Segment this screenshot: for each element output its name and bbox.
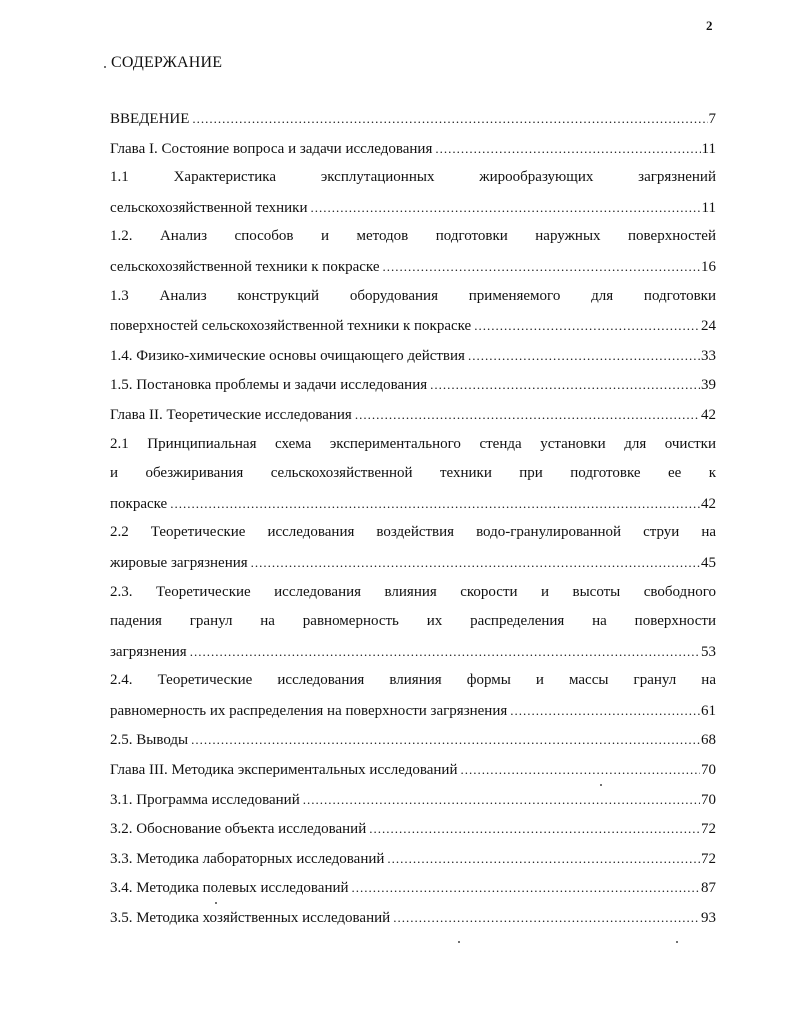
toc-entry-title: 1.5. Постановка проблемы и задачи исследования — [110, 377, 428, 394]
toc-entry-title: 3.4. Методика полевых исследований — [110, 880, 349, 897]
dot-leader — [468, 341, 700, 371]
toc-entry-page-number: 24 — [701, 318, 716, 335]
toc-entry-title-line: 1.2. Анализ способов и методов подготовки наружных поверхностей — [110, 228, 716, 245]
toc-entry-title: жировые загрязнения — [110, 554, 248, 571]
toc-entry-title-line: и обезжиривания сельскохозяйственной техники при подготовке ее к — [110, 465, 716, 482]
toc-entry-page-number: 72 — [701, 850, 716, 867]
toc-entry-last-line — [110, 873, 716, 903]
scan-speck — [104, 66, 106, 68]
scan-speck — [215, 902, 217, 904]
toc-entry-last-line — [110, 193, 716, 223]
toc-entry-page-number: 42 — [701, 406, 716, 423]
toc-entry — [110, 400, 716, 430]
toc-entry-title: 3.3. Методика лабораторных исследований — [110, 850, 385, 867]
scan-speck — [458, 941, 460, 943]
toc-entry-last-line — [110, 844, 716, 874]
toc-entry — [110, 134, 716, 164]
toc-entry-title: 3.2. Обоснование объекта исследований — [110, 821, 367, 838]
toc-entry-page-number: 72 — [701, 821, 716, 838]
toc-entry-last-line — [110, 725, 716, 755]
toc-entry-title: равномерность их распределения на поверхности загрязнения — [110, 702, 508, 719]
toc-entry — [110, 785, 716, 815]
toc-entry — [110, 903, 716, 933]
toc-entry-last-line — [110, 134, 716, 164]
toc-entry-title: 2.5. Выводы — [110, 732, 189, 749]
toc-entry — [110, 163, 716, 222]
toc-entry-title-line: падения гранул на равномерность их распределения на поверхности — [110, 613, 716, 630]
toc-entry-last-line — [110, 370, 716, 400]
dot-leader — [251, 548, 700, 578]
dot-leader — [192, 104, 707, 134]
toc-entry — [110, 725, 716, 755]
toc-entry-title-line: 1.3 Анализ конструкций оборудования применяемого для подготовки — [110, 287, 716, 304]
toc-entry-last-line — [110, 755, 716, 785]
toc-entry-title-line: 2.4. Теоретические исследования влияния формы и массы гранул на — [110, 672, 716, 689]
toc-entry-title: ВВЕДЕНИЕ — [110, 111, 190, 127]
dot-leader — [191, 725, 700, 755]
toc-entry-last-line — [110, 104, 716, 134]
toc-entry-title-line: 2.3. Теоретические исследования влияния скорости и высоты свободного — [110, 583, 716, 600]
toc-entry-last-line — [110, 785, 716, 815]
toc-entry — [110, 578, 716, 667]
scan-speck — [676, 941, 678, 943]
toc-entry — [110, 666, 716, 725]
dot-leader — [474, 311, 700, 341]
toc-entry-title: сельскохозяйственной техники — [110, 199, 308, 216]
toc-entry-page-number: 70 — [701, 762, 716, 779]
toc-entry-last-line — [110, 400, 716, 430]
toc-entry-title: Глава III. Методика экспериментальных исследований — [110, 762, 458, 779]
toc-entry-page-number: 45 — [701, 554, 716, 571]
toc-entry — [110, 222, 716, 281]
toc-entry-page-number: 39 — [701, 377, 716, 394]
toc-entry-title: Глава II. Теоретические исследования — [110, 406, 352, 423]
dot-leader — [190, 637, 700, 667]
toc-entry-last-line — [110, 548, 716, 578]
toc-entry-page-number: 11 — [701, 140, 716, 157]
page-number: 2 — [706, 18, 713, 33]
toc-entry — [110, 844, 716, 874]
toc-entry-title: покраске — [110, 495, 168, 512]
dot-leader — [387, 844, 700, 874]
dot-leader — [393, 903, 700, 933]
toc-entry-last-line — [110, 252, 716, 282]
dot-leader — [430, 370, 700, 400]
dot-leader — [303, 785, 700, 815]
toc-entry-title: 1.4. Физико-химические основы очищающего действия — [110, 347, 465, 364]
toc-entry-page-number: 87 — [701, 880, 716, 897]
toc-entry-page-number: 93 — [701, 910, 716, 927]
toc-entry-last-line — [110, 637, 716, 667]
toc-entry — [110, 518, 716, 577]
toc-entry-last-line — [110, 311, 716, 341]
toc-entry — [110, 104, 716, 134]
toc-entry-page-number: 7 — [708, 111, 716, 127]
toc-entry — [110, 341, 716, 371]
toc-entry-page-number: 68 — [701, 732, 716, 749]
dot-leader — [460, 755, 700, 785]
toc-entry-page-number: 33 — [701, 347, 716, 364]
toc-entry-title: 3.1. Программа исследований — [110, 791, 300, 808]
dot-leader — [355, 400, 700, 430]
dot-leader — [383, 252, 701, 282]
toc-entry-last-line — [110, 696, 716, 726]
dot-leader — [435, 134, 700, 164]
toc-entry-page-number: 70 — [701, 791, 716, 808]
toc-entry-page-number: 53 — [701, 643, 716, 660]
toc-entry — [110, 873, 716, 903]
dot-leader — [369, 814, 700, 844]
toc-entry-page-number: 42 — [701, 495, 716, 512]
toc-entry-last-line — [110, 341, 716, 371]
toc-entry — [110, 282, 716, 341]
dot-leader — [352, 873, 700, 903]
toc-entry — [110, 370, 716, 400]
toc-entry-title-line: 2.1 Принципиальная схема экспериментального стенда установки для очистки — [110, 435, 716, 452]
toc-entry-last-line — [110, 814, 716, 844]
toc-entry-page-number: 11 — [701, 199, 716, 216]
toc-heading: СОДЕРЖАНИЕ — [111, 54, 223, 71]
dot-leader — [311, 193, 701, 223]
toc-entry — [110, 814, 716, 844]
toc-entry-last-line — [110, 489, 716, 519]
scan-speck — [600, 784, 602, 786]
toc-entry-title-line: 1.1 Характеристика эксплутационных жирообразующих загрязнений — [110, 169, 716, 186]
toc-entry-title: поверхностей сельскохозяйственной техники к покраске — [110, 318, 472, 335]
dot-leader — [510, 696, 700, 726]
dot-leader — [170, 489, 700, 519]
toc-entry — [110, 755, 716, 785]
toc-entry-title: Глава I. Состояние вопроса и задачи исследования — [110, 140, 433, 157]
table-of-contents — [110, 104, 716, 933]
toc-entry-page-number: 16 — [701, 258, 716, 275]
toc-entry-title: 3.5. Методика хозяйственных исследований — [110, 910, 391, 927]
toc-entry-title-line: 2.2 Теоретические исследования воздействия водо-гранулированной струи на — [110, 524, 716, 541]
toc-entry-title: сельскохозяйственной техники к покраске — [110, 258, 380, 275]
toc-entry-last-line — [110, 903, 716, 933]
toc-entry-page-number: 61 — [701, 702, 716, 719]
toc-entry-title: загрязнения — [110, 643, 187, 660]
toc-entry — [110, 430, 716, 519]
